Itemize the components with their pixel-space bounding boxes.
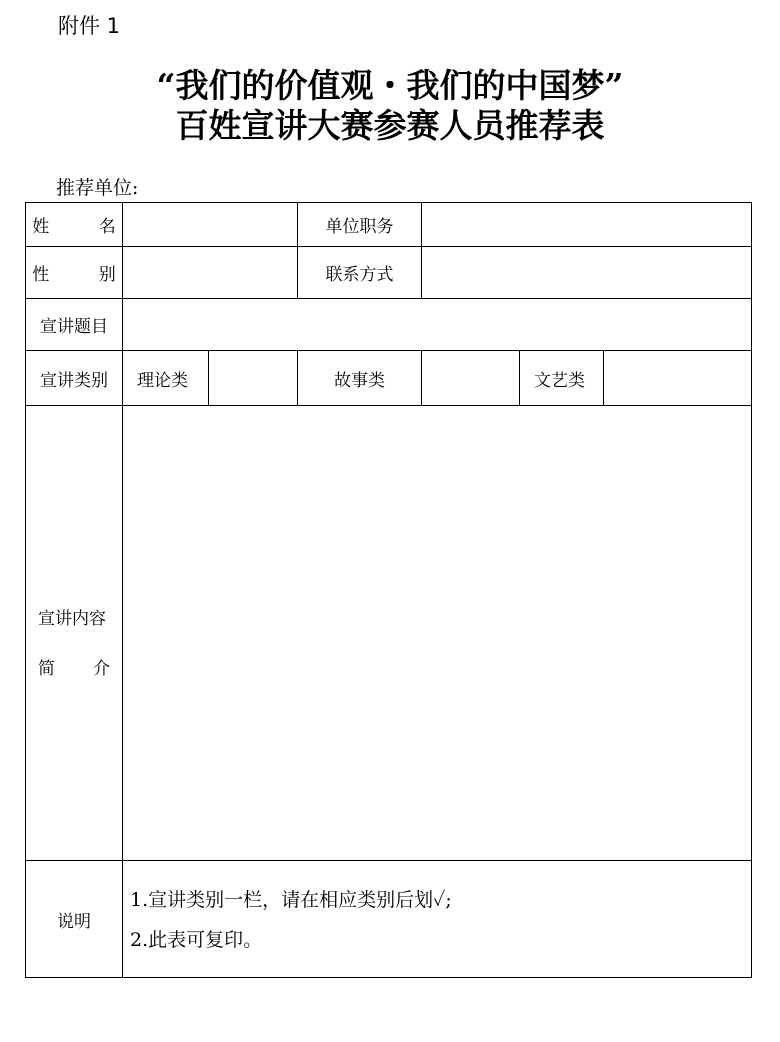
name-label: 姓 名 (32, 217, 138, 237)
intro-field[interactable] (123, 406, 751, 860)
intro-label-line-2 (38, 654, 110, 679)
table-line (25, 860, 752, 861)
contact-field[interactable] (422, 247, 751, 298)
topic-field[interactable] (123, 299, 751, 350)
name-field[interactable] (123, 203, 297, 246)
attachment-label: 附件 1 (58, 14, 121, 38)
position-field[interactable] (422, 203, 751, 246)
category-story-label: 故事类 (334, 370, 385, 391)
intro-label-line-1: 宣讲内容 (38, 609, 106, 629)
position-label: 单位职务 (325, 217, 394, 237)
intro-label-char-2: 介 (93, 659, 110, 679)
topic-label: 宣讲题目 (40, 317, 108, 337)
table-line (751, 202, 752, 978)
note-1: 1.宣讲类别一栏，请在相应类别后划✓; (130, 889, 452, 911)
contact-label: 联系方式 (325, 265, 394, 285)
category-arts-label: 文艺类 (534, 370, 585, 391)
name-label-cell (26, 203, 138, 246)
notes-content (130, 880, 452, 960)
intro-label-char-1: 简 (38, 659, 55, 679)
category-story-check[interactable] (422, 351, 519, 405)
category-label: 宣讲类别 (40, 370, 108, 391)
note-2: 2.此表可复印。 (130, 929, 263, 951)
title-line-2: 百姓宣讲大赛参赛人员推荐表 (175, 106, 605, 145)
notes-label: 说明 (57, 911, 91, 932)
category-theory-label: 理论类 (137, 370, 188, 391)
gender-field[interactable] (123, 247, 297, 298)
gender-label-cell (26, 247, 138, 298)
gender-label: 性 别 (32, 265, 138, 285)
title-line-1: “我们的价值观・我们的中国梦” (156, 66, 624, 105)
category-arts-check[interactable] (604, 351, 751, 405)
intro-label (26, 406, 122, 860)
table-line (25, 977, 752, 978)
recommending-unit-label: 推荐单位: (56, 177, 139, 199)
category-theory-check[interactable] (209, 351, 297, 405)
